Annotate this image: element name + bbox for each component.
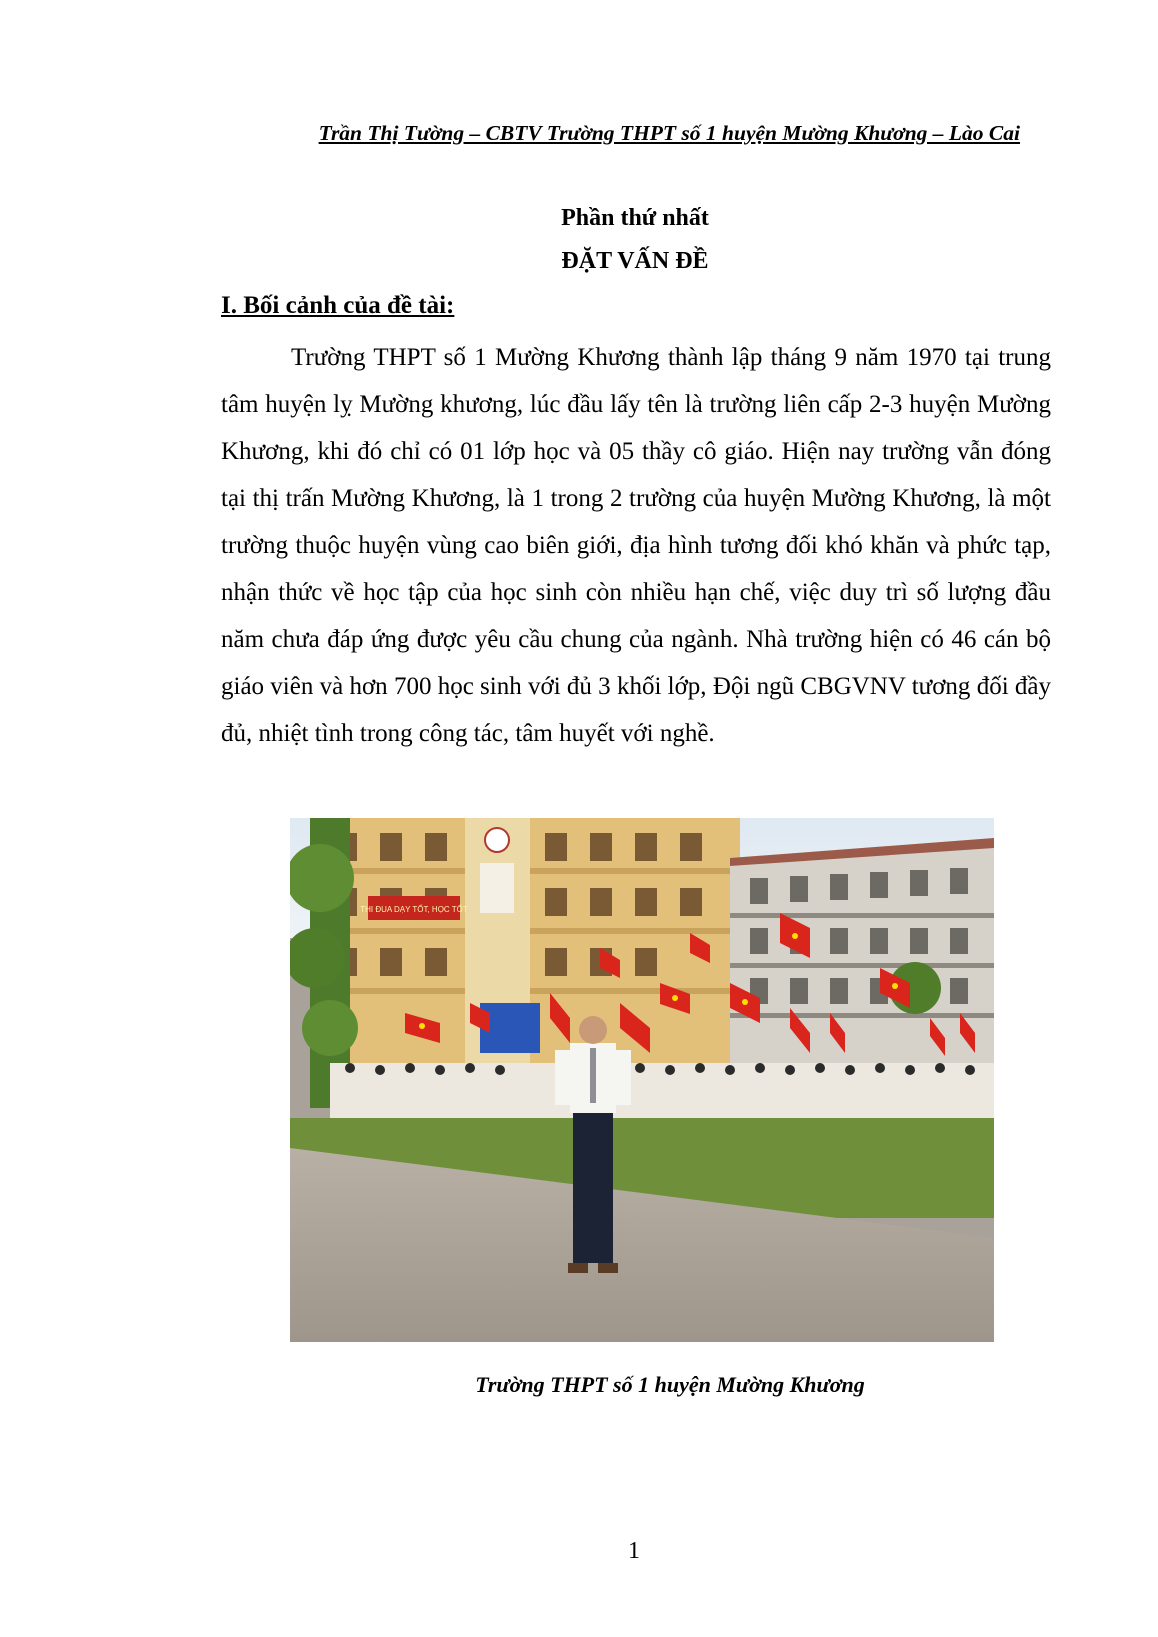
part-title: Phần thứ nhất — [561, 205, 709, 231]
part-subtitle: ĐẶT VẤN ĐỀ — [561, 248, 709, 274]
section-heading: I. Bối cảnh của đề tài: — [221, 292, 455, 319]
running-header: Trần Thị Tường – CBTV Trường THPT số 1 huyện Mường Khương – Lào Cai — [318, 121, 1020, 145]
body-paragraph: Trường THPT số 1 Mường Khương thành lập tháng 9 năm 1970 tại trung tâm huyện lỵ Mường khương, lúc đầu lấy tên là trường liên cấp 2-3 huyện Mường Khương, khi đó chỉ có 01 lớp học và 05 thầy cô giáo. Hiện nay trường vẫn đóng tại thị trấn Mường Khương, là 1 trong 2 trường của huyện Mường Khương, là một trường thuộc huyện vùng cao biên giới, địa hình tương đối khó khăn và phức tạp, nhận thức về học tập của học sinh còn nhiều hạn chế, việc duy trì số lượng đầu năm chưa đáp ứng được yêu cầu chung của ngành. Nhà trường hiện có 46 cán bộ giáo viên và hơn 700 học sinh với đủ 3 khối lớp, Đội ngũ CBGVNV tương đối đầy đủ, nhiệt tình trong công tác, tâm huyết với nghề. — [221, 344, 1051, 747]
school-photo — [290, 818, 994, 1342]
figure-caption: Trường THPT số 1 huyện Mường Khương — [475, 1372, 865, 1397]
page-number: 1 — [628, 1538, 640, 1564]
banner-text: THI ĐUA DẠY TỐT, HỌC TỐT — [360, 905, 468, 914]
